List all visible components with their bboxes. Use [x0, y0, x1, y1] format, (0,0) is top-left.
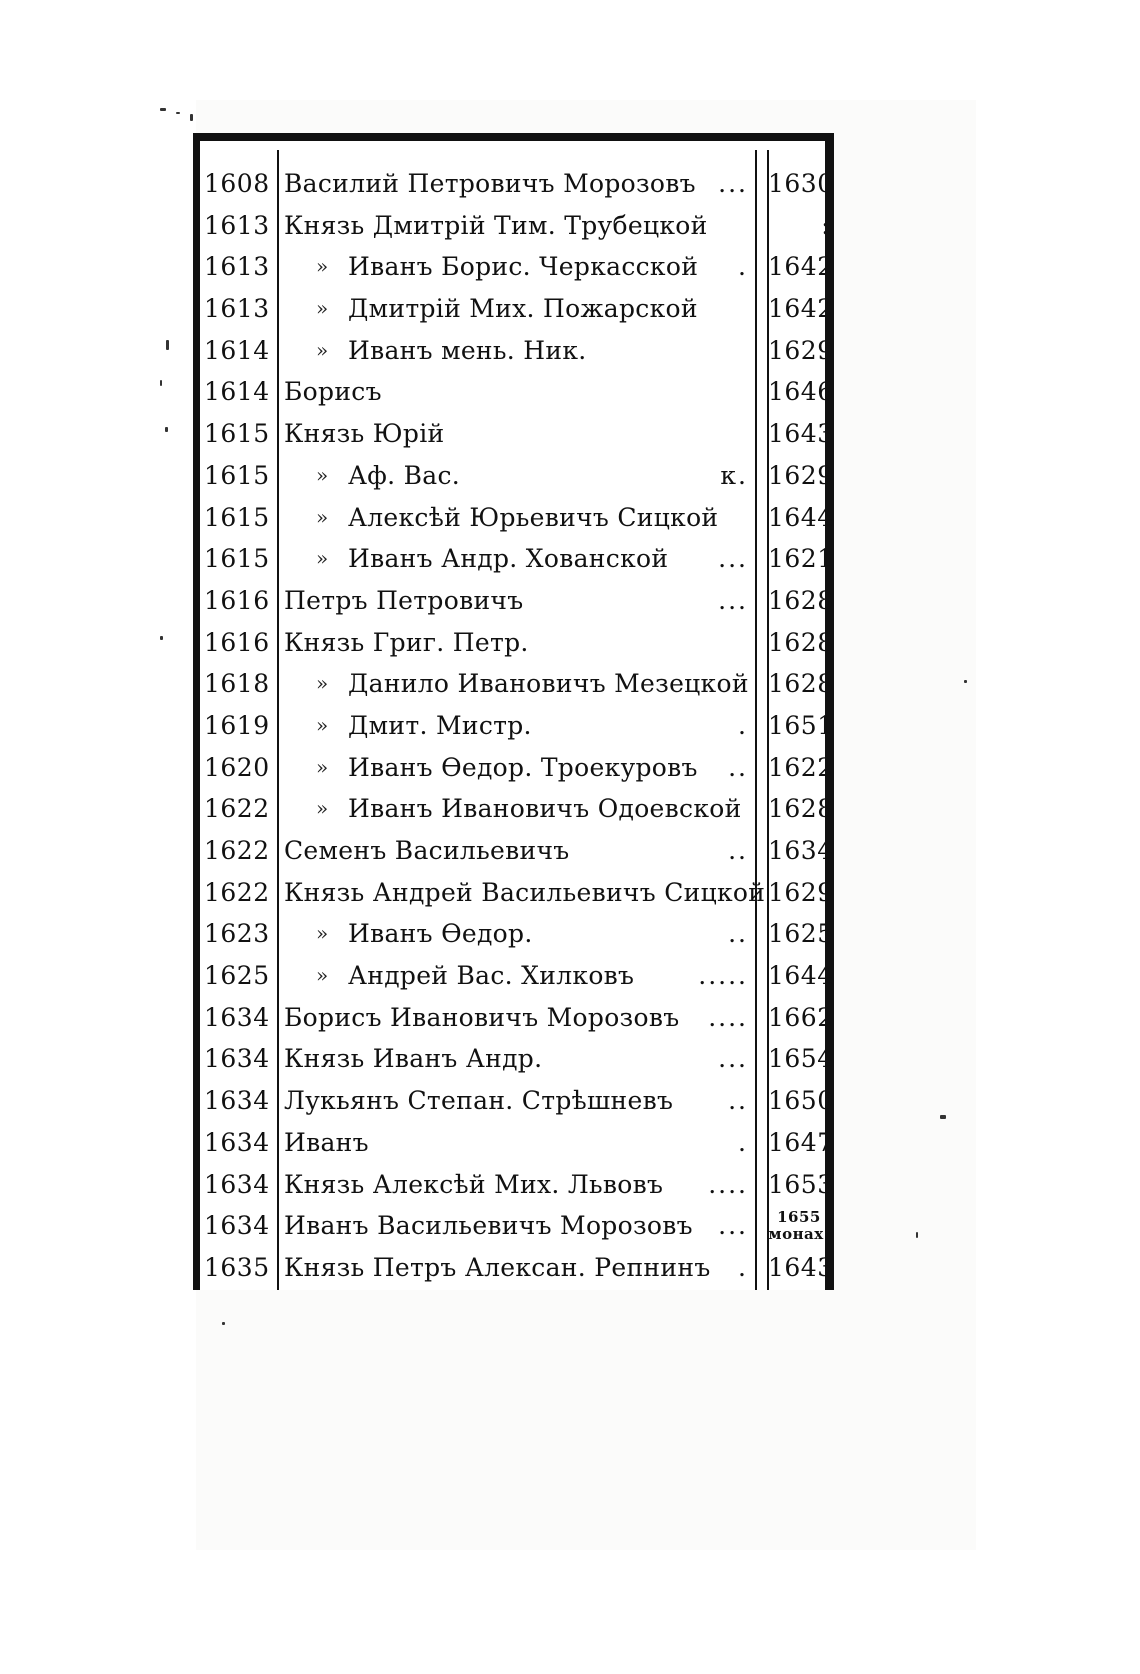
table-row: [200, 663, 834, 705]
leader-dots: .: [738, 252, 748, 282]
start-year: 1615: [204, 502, 270, 532]
table-row: [200, 538, 834, 580]
table-row: [200, 1080, 834, 1122]
start-year: 1634: [204, 1002, 270, 1032]
start-year: 1614: [204, 377, 270, 407]
end-year: 1653: [768, 1169, 834, 1199]
table-row: [200, 705, 834, 747]
start-year: 1619: [204, 710, 270, 740]
ditto-mark: »: [316, 921, 329, 946]
end-year: 1621: [768, 544, 834, 574]
start-year: 1615: [204, 544, 270, 574]
register-table: [200, 163, 834, 1289]
ditto-mark: »: [316, 712, 329, 737]
person-name: Иванъ Андр. Хованской: [348, 544, 669, 574]
end-year: 1654: [768, 1044, 834, 1074]
table-row: [200, 955, 834, 997]
start-year: 1634: [204, 1086, 270, 1116]
print-speck: [190, 114, 193, 121]
end-year: 1643: [768, 419, 834, 449]
start-year: 1623: [204, 919, 270, 949]
table-row: [200, 455, 834, 497]
person-name: Семенъ Васильевичъ: [284, 836, 570, 865]
leader-dots: .....: [698, 961, 748, 991]
person-name: Князь Григ. Петр.: [284, 627, 529, 657]
person-name: Борисъ: [284, 377, 382, 407]
person-name: Князь Иванъ Андр.: [284, 1044, 543, 1074]
leader-dots: ...: [718, 169, 748, 198]
person-name: Иванъ Ѳедор.: [348, 919, 533, 949]
ditto-mark: »: [316, 754, 329, 779]
person-name: Данило Ивановичъ Мезецкой: [348, 669, 749, 699]
table-row: [200, 246, 834, 288]
leader-dots: ..: [728, 919, 748, 949]
table-row: [200, 163, 834, 205]
person-name: Дмитрій Мих. Пожарской: [348, 294, 698, 324]
start-year: 1613: [204, 210, 270, 240]
person-name: Борисъ Ивановичъ Морозовъ: [284, 1002, 680, 1032]
table-row: [200, 1038, 834, 1080]
table-row: [200, 371, 834, 413]
start-year: 1608: [204, 169, 270, 198]
start-year: 1622: [204, 836, 270, 865]
table-row: [200, 747, 834, 789]
end-year: 1628: [768, 627, 834, 657]
person-name: Иванъ Ивановичъ Одоевской: [348, 794, 742, 824]
person-name: Иванъ мень. Ник.: [348, 335, 587, 365]
start-year: 1613: [204, 294, 270, 324]
end-year: 1642: [768, 252, 834, 282]
person-name: Князь Петръ Алексан. Репнинъ: [284, 1252, 711, 1282]
end-year: 1662: [768, 1002, 834, 1032]
end-year: 1655 монах.: [768, 1208, 830, 1244]
table-row: [200, 205, 830, 247]
table-row: [200, 288, 834, 330]
print-speck: [165, 427, 168, 432]
table-row: [200, 497, 834, 539]
leader-dots: ...: [718, 544, 748, 574]
start-year: 1625: [204, 961, 270, 991]
ditto-mark: »: [316, 546, 329, 571]
end-year: 1647: [768, 1127, 834, 1157]
leader-dots: ...: [718, 1044, 748, 1074]
start-year: 1616: [204, 627, 270, 657]
start-year: 1620: [204, 752, 270, 782]
person-name: Дмит. Мистр.: [348, 710, 532, 740]
ditto-mark: »: [316, 671, 329, 696]
leader-dots: .: [738, 1252, 748, 1282]
person-name: Алексѣй Юрьевичъ Сицкой: [348, 502, 719, 532]
end-year: 1629: [768, 460, 834, 490]
person-name: Князь Дмитрій Тим. Трубецкой: [284, 210, 708, 240]
ditto-mark: »: [316, 796, 329, 821]
start-year: 1635: [204, 1252, 270, 1282]
person-name: Василий Петровичъ Морозовъ: [284, 169, 696, 198]
table-row: [200, 330, 834, 372]
person-name: Князь Андрей Васильевичъ Сицкой: [284, 877, 766, 907]
start-year: 1613: [204, 252, 270, 282]
leader-dots: ..: [728, 1086, 748, 1116]
print-speck: [964, 680, 967, 683]
leader-dots: к.: [720, 460, 748, 490]
table-row: [200, 913, 834, 955]
end-year: 1646: [768, 377, 834, 407]
leader-dots: ....: [708, 1002, 748, 1032]
table-row: [200, 788, 834, 830]
table-row: [200, 830, 834, 872]
start-year: 1616: [204, 585, 270, 615]
person-name: Иванъ: [284, 1127, 369, 1157]
person-name: Иванъ Борис. Черкасской: [348, 252, 699, 282]
leader-dots: ..: [728, 836, 748, 865]
table-row: [200, 997, 834, 1039]
end-year: 1650: [768, 1086, 834, 1116]
leader-dots: ..: [728, 752, 748, 782]
person-name: Князь Юрій: [284, 419, 445, 449]
start-year: 1634: [204, 1044, 270, 1074]
table-row: [200, 580, 834, 622]
start-year: 1622: [204, 794, 270, 824]
print-speck: [160, 108, 166, 111]
leader-dots: ...: [718, 1211, 748, 1241]
ditto-mark: »: [316, 963, 329, 988]
leader-dots: ....: [708, 1169, 748, 1199]
table-row: [200, 1247, 834, 1289]
end-year: 1651: [768, 710, 834, 740]
end-year: :: [821, 210, 830, 240]
table-row: [200, 1164, 834, 1206]
print-speck: [916, 1232, 918, 1238]
table-row: [200, 1122, 834, 1164]
end-year: 1628: [768, 585, 834, 615]
table-row: [200, 872, 834, 914]
print-speck: [166, 340, 169, 350]
person-name: Иванъ Васильевичъ Морозовъ: [284, 1211, 693, 1241]
start-year: 1615: [204, 419, 270, 449]
ditto-mark: »: [316, 254, 329, 279]
print-speck: [222, 1322, 225, 1325]
table-row: [200, 413, 834, 455]
end-year: 1628: [768, 669, 834, 699]
end-year: 1625: [768, 919, 834, 949]
ditto-mark: »: [316, 504, 329, 529]
leader-dots: .: [738, 710, 748, 740]
print-speck: [940, 1115, 946, 1119]
start-year: 1615: [204, 460, 270, 490]
end-year: 1634: [768, 836, 834, 865]
start-year: 1634: [204, 1169, 270, 1199]
table-row: [200, 622, 834, 664]
ditto-mark: »: [316, 337, 329, 362]
person-name: Князь Алексѣй Мих. Львовъ: [284, 1169, 664, 1199]
leader-dots: ...: [718, 585, 748, 615]
leader-dots: .: [738, 1127, 748, 1157]
end-year: 1629: [768, 335, 834, 365]
end-year: 1630: [768, 169, 834, 198]
end-year: 1644: [768, 961, 834, 991]
start-year: 1618: [204, 669, 270, 699]
end-year: 1643: [768, 1252, 834, 1282]
start-year: 1622: [204, 877, 270, 907]
start-year: 1634: [204, 1127, 270, 1157]
start-year: 1614: [204, 335, 270, 365]
print-speck: [176, 112, 180, 114]
person-name: Петръ Петровичъ: [284, 585, 524, 615]
person-name: Иванъ Ѳедор. Троекуровъ: [348, 752, 698, 782]
end-year: 1642: [768, 294, 834, 324]
person-name: Аф. Вас.: [348, 460, 461, 490]
person-name: Лукьянъ Степан. Стрѣшневъ: [284, 1086, 674, 1116]
ditto-mark: »: [316, 296, 329, 321]
ditto-mark: »: [316, 462, 329, 487]
table-row: [200, 1205, 830, 1247]
end-year: 1644: [768, 502, 834, 532]
end-year: 1628: [768, 794, 834, 824]
print-speck: [160, 636, 163, 640]
print-speck: [160, 380, 162, 386]
end-year: 1622: [768, 752, 834, 782]
start-year: 1634: [204, 1211, 270, 1241]
person-name: Андрей Вас. Хилковъ: [348, 961, 635, 991]
end-year: 1629: [768, 877, 834, 907]
